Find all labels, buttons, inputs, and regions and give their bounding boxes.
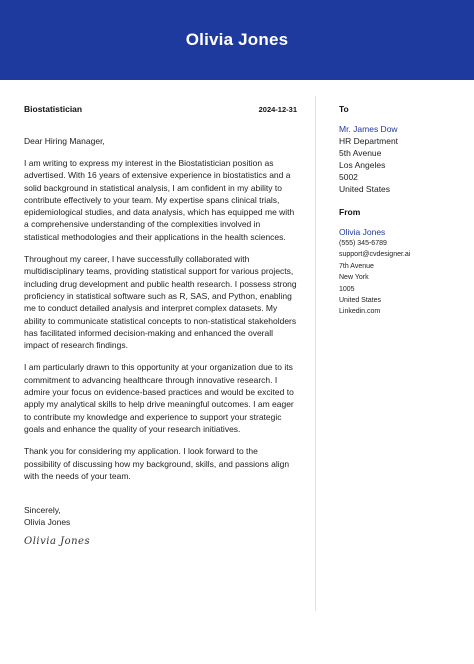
letter-meta [24, 104, 297, 114]
handwritten-signature: Olivia Jones [24, 535, 91, 547]
header-name: Olivia Jones [185, 30, 289, 49]
header-banner [0, 0, 474, 80]
closing-name: Olivia Jones [24, 517, 71, 528]
paragraph-4: Thank you for considering my application. I look forward to the possibility of discussing how my background, skills, and passions align with the needs of your team. [24, 446, 290, 481]
letter-date: 2024-12-31 [258, 105, 297, 114]
contact-sidebar [339, 104, 463, 318]
to-heading: To [339, 104, 349, 114]
sender-phone: (555) 345-6789 [339, 240, 387, 247]
column-divider [315, 96, 316, 611]
recipient-country: United States [339, 184, 391, 194]
recipient-zip: 5002 [339, 172, 358, 182]
sender-email: support@cvdesigner.ai [339, 251, 411, 259]
closing-phrase: Sincerely, [24, 505, 61, 516]
paragraph-2: Throughout my career, I have successfully collaborated with multidisciplinary teams, providing statistical support for various projects, including drug development and public health research. I possess strong proficiency in statistical software such as R, SAS, and Python, enabling me to conduct detailed analysis and interpret complex datasets. My ability to communicate statistical concepts to non-statistical stakeholders has facilitated informed decision-making and enhanced the overall impact of research findings. [24, 254, 297, 351]
salutation: Dear Hiring Manager, [24, 136, 105, 146]
letter-body [24, 104, 297, 547]
closing-block [24, 504, 297, 529]
paragraph-3: I am particularly drawn to this opportunity at your organization due to its commitment to advancing healthcare through innovative research. I admire your focus on evidence-based practices and would be excited to apply my analytical skills to help drive meaningful outcomes. I am eager to contribute my knowledge and experience to support your strategic goals and enhance the quality of your research initiatives. [24, 362, 294, 434]
sender-linkedin: Linkedin.com [339, 308, 381, 316]
recipient-department: HR Department [339, 136, 399, 146]
sender-street: 7th Avenue [339, 262, 374, 270]
recipient-name: Mr. James Dow [339, 124, 398, 134]
sender-zip: 1005 [339, 285, 355, 293]
sender-country: United States [339, 297, 382, 305]
recipient-city: Los Angeles [339, 160, 386, 170]
paragraph-1: I am writing to express my interest in the Biostatistician position as advertised. With 16 years of extensive experience in biostatistics and a solid background in statistical analysis, I am confident in my ability to contribute effectively to your team. My expertise spans clinical trials, epidemiological studies, and data analysis, which has equipped me with a comprehensive understanding of the complexities involved in statistical methodologies and their applications in the health sciences. [24, 158, 295, 242]
sender-name: Olivia Jones [339, 227, 386, 237]
sender-city: New York [339, 274, 369, 282]
from-heading: From [339, 207, 361, 217]
recipient-street: 5th Avenue [339, 148, 382, 158]
job-title: Biostatistician [24, 104, 83, 114]
